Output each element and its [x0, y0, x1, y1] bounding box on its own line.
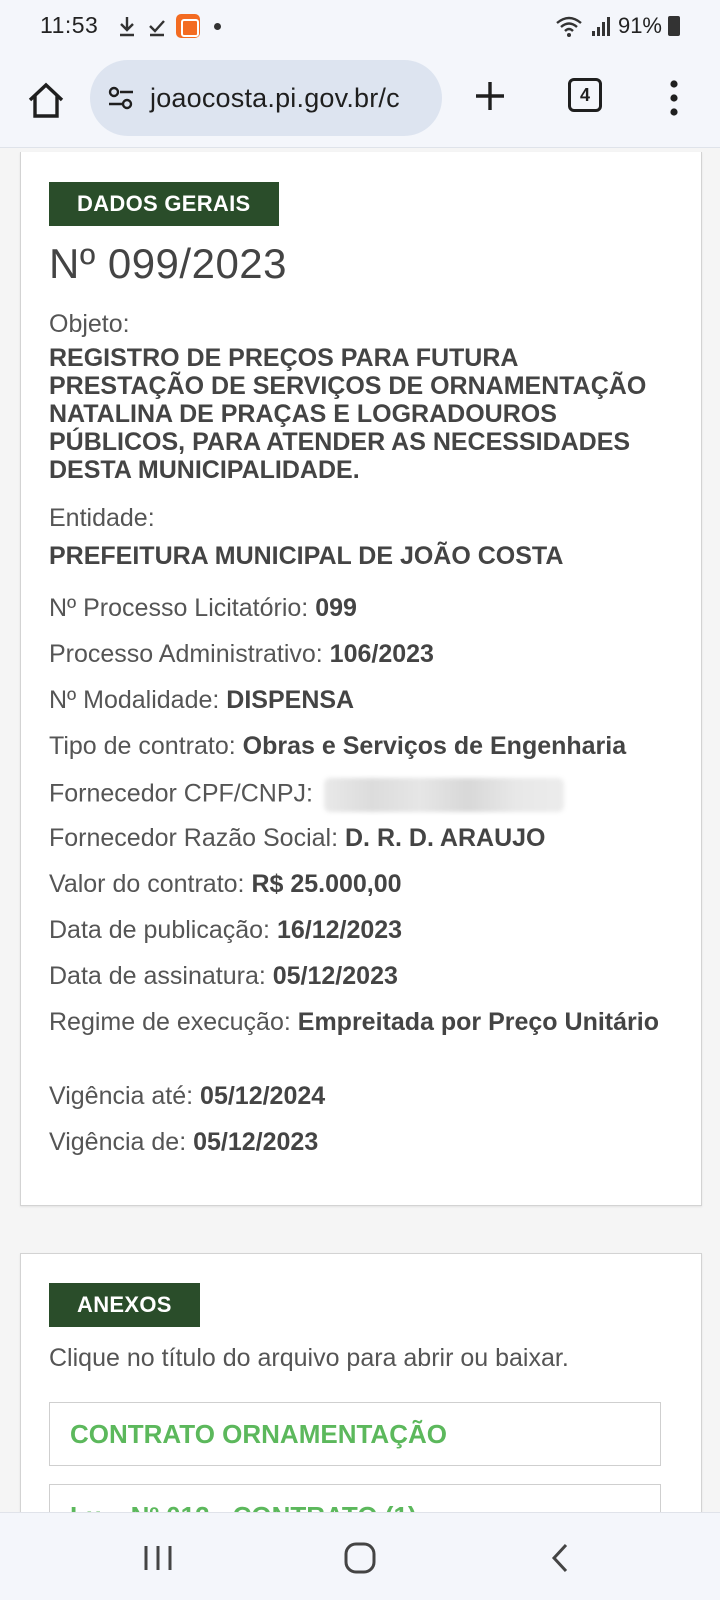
- field-tipo-contrato: Tipo de contrato: Obras e Serviços de Engenharia: [49, 732, 627, 760]
- section-title-general: DADOS GERAIS: [49, 182, 279, 226]
- field-processo-administrativo: Processo Administrativo: 106/2023: [49, 640, 434, 668]
- home-icon[interactable]: [24, 78, 68, 122]
- app-notification-icon: [176, 14, 200, 38]
- home-nav-icon[interactable]: [342, 1541, 378, 1575]
- section-title-annexes: ANEXOS: [49, 1283, 200, 1327]
- field-data-publicacao: Data de publicação: 16/12/2023: [49, 916, 403, 944]
- address-bar[interactable]: [90, 60, 442, 136]
- wifi-icon: [554, 14, 584, 38]
- url-text[interactable]: joaocosta.pi.gov.br/c: [150, 82, 400, 113]
- objeto-label: Objeto:: [49, 310, 130, 338]
- system-navigation-bar: [0, 1512, 720, 1600]
- annex-link[interactable]: CONTRATO ORNAMENTAÇÃO: [49, 1402, 661, 1466]
- annexes-card: [20, 1253, 702, 1553]
- status-time: 11:53: [40, 12, 99, 38]
- signal-icon: [590, 14, 612, 38]
- redacted-cnpj: [324, 778, 564, 812]
- general-data-card: [20, 152, 702, 1206]
- field-vigencia-ate: Vigência até: 05/12/2024: [49, 1082, 326, 1110]
- recent-apps-icon[interactable]: [140, 1541, 176, 1575]
- browser-toolbar: [0, 52, 720, 148]
- field-vigencia-de: Vigência de: 05/12/2023: [49, 1128, 319, 1156]
- field-fornecedor-cpf: Fornecedor CPF/CNPJ:: [49, 778, 679, 812]
- download-icon: [116, 14, 138, 38]
- notification-icons: [116, 12, 221, 40]
- new-tab-icon[interactable]: [468, 74, 512, 118]
- tab-switcher-button[interactable]: 4: [568, 78, 602, 112]
- system-icons: [554, 12, 680, 40]
- back-icon[interactable]: [544, 1541, 580, 1575]
- entidade-label: Entidade:: [49, 504, 155, 532]
- field-valor-contrato: Valor do contrato: R$ 25.000,00: [49, 870, 402, 898]
- field-modalidade: Nº Modalidade: DISPENSA: [49, 686, 355, 714]
- field-fornecedor-razao: Fornecedor Razão Social: D. R. D. ARAUJO: [49, 824, 546, 852]
- annexes-intro: Clique no título do arquivo para abrir ou baixar.: [49, 1344, 569, 1372]
- field-regime-execucao: Regime de execução: Empreitada por Preço Unitário: [49, 1008, 659, 1036]
- more-notifications-icon: [214, 23, 221, 30]
- battery-percent: 91%: [617, 13, 662, 38]
- check-icon: [146, 14, 168, 38]
- more-menu-icon[interactable]: [664, 76, 684, 120]
- status-bar: [0, 0, 720, 52]
- objeto-text: REGISTRO DE PREÇOS PARA FUTURA PRESTAÇÃO DE SERVIÇOS DE ORNAMENTAÇÃO NATALINA DE PRAÇAS E LOGRADOUROS PÚBLICOS, PARA ATENDER AS NECESSIDADES DESTA MUNICIPALIDADE.: [49, 344, 647, 484]
- field-processo-licitatorio: Nº Processo Licitatório: 099: [49, 594, 357, 622]
- battery-icon: [668, 16, 680, 36]
- site-settings-icon[interactable]: [106, 83, 136, 113]
- entidade-text: PREFEITURA MUNICIPAL DE JOÃO COSTA: [49, 542, 564, 570]
- field-data-assinatura: Data de assinatura: 05/12/2023: [49, 962, 398, 990]
- contract-number: Nº 099/2023: [49, 240, 288, 287]
